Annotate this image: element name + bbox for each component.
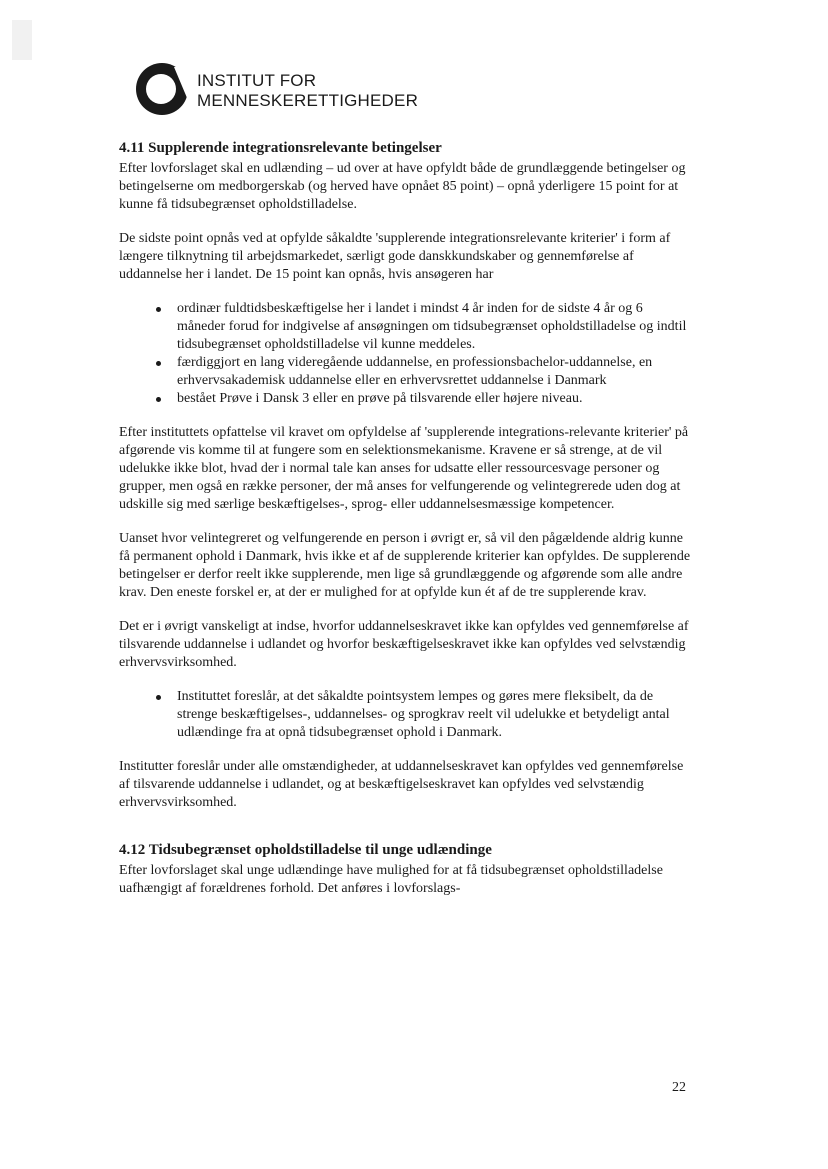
document-body bbox=[119, 138, 694, 898]
list-item: ordinær fuldtidsbeskæftigelse her i landet i mindst 4 år inden for de sidste 4 år og 6 måneder forud for indgivelse af ansøgningen om tidsubegrænset opholdstilladelse og indtil tidsubegrænset opholdstilladelse vil kunne meddeles. bbox=[177, 300, 694, 354]
criteria-list bbox=[119, 300, 694, 408]
list-item: færdiggjort en lang videregående uddannelse, en professionsbachelor-uddannelse, en erhvervsakademisk uddannelse eller en erhvervsrettet uddannelse i Danmark bbox=[177, 354, 694, 390]
scan-artifact bbox=[12, 20, 32, 60]
paragraph: Efter lovforslaget skal unge udlændinge have mulighed for at få tidsubegrænset opholdstilladelse uafhængigt af forældrenes forhold. Det anføres i lovforslags- bbox=[119, 863, 663, 896]
recommendation-item: Instituttet foreslår, at det såkaldte pointsystem lempes og gøres mere fleksibelt, da de strenge beskæftigelses-, uddannelses- og sprogkrav reelt vil udelukke et betydeligt antal udlændinge fra at opnå tidsubegrænset ophold i Danmark. bbox=[177, 688, 694, 742]
paragraph: De sidste point opnås ved at opfylde såkaldte 'supplerende integrationsrelevante kriterier' i form af længere tilknytning til arbejdsmarkedet, særligt gode danskkundskaber og gennemførelse af uddannelse her i landet. De 15 point kan opnås, hvis ansøgeren har bbox=[119, 231, 671, 282]
paragraph: Institutter foreslår under alle omstændigheder, at uddannelseskravet kan opfyldes ved gennemførelse af tilsvarende uddannelse i udlandet, og at beskæftigelseskravet kan opfyldes ved selvstændig erhvervsvirksomhed. bbox=[119, 759, 684, 810]
institute-logo bbox=[134, 60, 434, 120]
paragraph: Uanset hvor velintegreret og velfungerende en person i øvrigt er, så vil den pågældende aldrig kunne få permanent ophold i Danmark, hvis ikke et af de supplerende kriterier kan opfyldes. De supplerende betingelser er derfor reelt ikke supplerende, men lige så grundlæggende og afgørende som alle andre krav. Den eneste forskel er, at der er mulighed for at opfylde kun ét af de tre supplerende krav. bbox=[119, 531, 691, 600]
logo-line-2: MENNESKERETTIGHEDER bbox=[197, 91, 419, 110]
section-heading-4-12: 4.12 Tidsubegrænset opholdstilladelse til unge udlændinge bbox=[119, 842, 492, 858]
logo-circle-icon bbox=[134, 61, 190, 117]
paragraph: Det er i øvrigt vanskeligt at indse, hvorfor uddannelseskravet ikke kan opfyldes ved gennemførelse af tilsvarende uddannelse i udlandet og hvorfor beskæftigelseskravet ikke kan opfyldes ved selvstændig erhvervsvirksomhed. bbox=[119, 619, 689, 670]
logo-line-1: INSTITUT FOR bbox=[197, 71, 317, 90]
page-number: 22 bbox=[672, 1080, 686, 1095]
recommendation-list bbox=[119, 688, 694, 742]
paragraph: Efter lovforslaget skal en udlænding – ud over at have opfyldt både de grundlæggende betingelser og betingelserne om medborgerskab (og herved have opnået 85 point) – opnå yderligere 15 point for at kunne få tidsubegrænset opholdstilladelse. bbox=[119, 161, 686, 212]
paragraph: Efter instituttets opfattelse vil kravet om opfyldelse af 'supplerende integrations-relevante kriterier' på afgørende vis komme til at fungere som en selektionsmekanisme. Kravene er så strenge, at de vil udelukke ikke blot, hvad der i normal tale kan anses for udsatte eller ressourcesvage personer og grupper, men også en række personer, der må anses for velfungerende og velintegrerede uden dog at udskille sig med særlige beskæftigelses-, sprog- eller uddannelsesmæssige kompetencer. bbox=[119, 425, 689, 512]
list-item: bestået Prøve i Dansk 3 eller en prøve på tilsvarende eller højere niveau. bbox=[177, 390, 694, 408]
logo-text bbox=[197, 71, 418, 111]
section-heading-4-11: 4.11 Supplerende integrationsrelevante betingelser bbox=[119, 140, 442, 156]
